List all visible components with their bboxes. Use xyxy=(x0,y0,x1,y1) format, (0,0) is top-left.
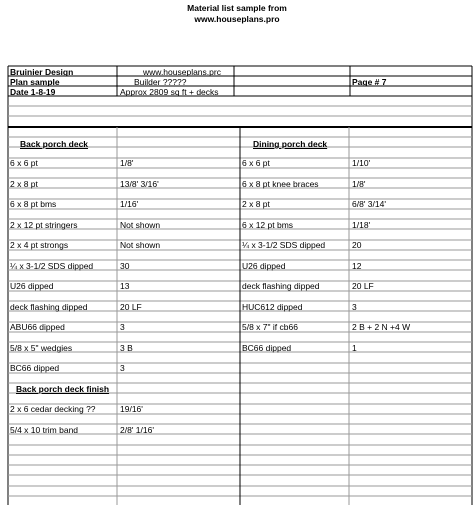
list-item-qty: 3 xyxy=(120,322,125,332)
list-item: HUC612 dipped xyxy=(242,302,303,312)
back-porch-deck-heading: Back porch deck xyxy=(20,139,89,149)
back-porch-deck-finish-heading: Back porch deck finish xyxy=(16,384,110,394)
list-item: 5/8 x 5" wedgies xyxy=(10,343,73,353)
list-item-qty: 1/16' xyxy=(120,199,139,209)
list-item: 2 x 6 cedar decking ?? xyxy=(10,404,96,414)
list-item-qty: 20 LF xyxy=(352,281,374,291)
list-item: 6 x 6 pt xyxy=(10,158,38,168)
list-item: deck flashing dipped xyxy=(242,281,320,291)
list-item-qty: 1/10' xyxy=(352,158,371,168)
list-item: 2 x 4 pt strongs xyxy=(10,240,69,250)
title-line-2: www.houseplans.pro xyxy=(194,14,280,24)
list-item-qty: 13 xyxy=(120,281,130,291)
list-item-qty: 20 xyxy=(352,240,362,250)
plan-label: Plan sample xyxy=(10,77,60,87)
builder: Builder ????? xyxy=(134,77,187,87)
list-item: 2 x 12 pt stringers xyxy=(10,220,78,230)
list-item: 5/8 x 7" if cb66 xyxy=(242,322,298,332)
list-item: 5/4 x 10 trim band xyxy=(10,425,79,435)
list-item: BC66 dipped xyxy=(242,343,292,353)
list-item-qty: Not shown xyxy=(120,220,161,230)
date: Date 1-8-19 xyxy=(10,87,56,97)
list-item: U26 dipped xyxy=(242,261,286,271)
page-number: Page # 7 xyxy=(352,77,387,87)
list-item: U26 dipped xyxy=(10,281,54,291)
list-item-qty: 6/8' 3/14' xyxy=(352,199,386,209)
description: Approx 2809 sq ft + decks xyxy=(120,87,219,97)
list-item: 2 x 8 pt xyxy=(242,199,270,209)
list-item-qty: 1 xyxy=(352,343,357,353)
list-item: 6 x 12 pt bms xyxy=(242,220,294,230)
list-item-qty: 12 xyxy=(352,261,362,271)
title-line-1: Material list sample from xyxy=(187,3,287,13)
company-name: Bruinier Design xyxy=(10,67,74,77)
list-item: BC66 dipped xyxy=(10,363,60,373)
list-item-qty: 1/8' xyxy=(352,179,366,189)
dining-porch-deck-heading: Dining porch deck xyxy=(253,139,328,149)
list-item: deck flashing dipped xyxy=(10,302,88,312)
list-item: ABU66 dipped xyxy=(10,322,65,332)
list-item: 2 x 8 pt xyxy=(10,179,38,189)
list-item: ¼ x 3-1/2 SDS dipped xyxy=(242,240,326,250)
list-item-qty: 3 B xyxy=(120,343,133,353)
list-item-qty: 13/8' 3/16' xyxy=(120,179,159,189)
website: www.houseplans.prc xyxy=(143,67,221,77)
list-item: 6 x 8 pt knee braces xyxy=(242,179,319,189)
list-item-qty: 1/8' xyxy=(120,158,134,168)
list-item: ¼ x 3-1/2 SDS dipped xyxy=(10,261,94,271)
list-item-qty: 30 xyxy=(120,261,130,271)
list-item-qty: 2 B + 2 N +4 W xyxy=(352,322,411,332)
list-item-qty: 3 xyxy=(352,302,357,312)
list-item: 6 x 6 pt xyxy=(242,158,270,168)
list-item-qty: Not shown xyxy=(120,240,161,250)
list-item-qty: 3 xyxy=(120,363,125,373)
list-item-qty: 19/16' xyxy=(120,404,143,414)
list-item: 6 x 8 pt bms xyxy=(10,199,57,209)
list-item-qty: 2/8' 1/16' xyxy=(120,425,154,435)
list-item-qty: 20 LF xyxy=(120,302,142,312)
list-item-qty: 1/18' xyxy=(352,220,371,230)
